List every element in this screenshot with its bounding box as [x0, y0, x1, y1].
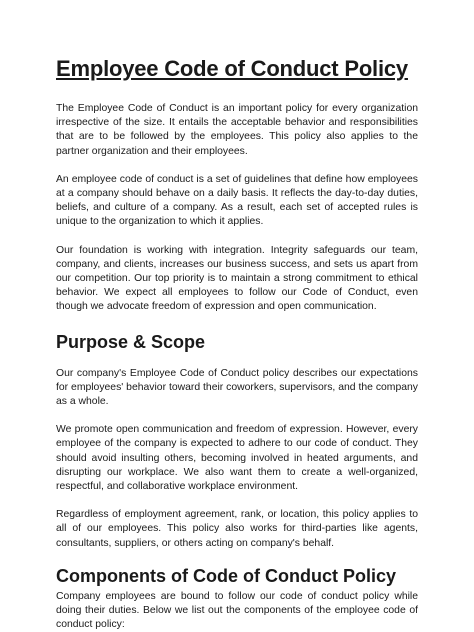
document-title: Employee Code of Conduct Policy: [56, 56, 408, 81]
intro-paragraph-1: The Employee Code of Conduct is an important policy for every organization irrespective of the size. It entails the acceptable behavior and responsibilities that are to be followed by the employees. This policy also applies to the partner organization and their employees.: [56, 103, 418, 157]
intro-paragraph-2: An employee code of conduct is a set of guidelines that define how employees at a company should behave on a daily basis. It reflects the day-to-day duties, beliefs, and culture of a company. As a result, each set of accepted rules is unique to the organization to which it applies.: [56, 173, 418, 228]
purpose-paragraph-2: We promote open communication and freedom of expression. However, every employee of the company is expected to adhere to our code of conduct. They should avoid insulting others, becoming involved in heated arguments, and disrupting our workplace. We also want them to create a well-organized, respectful, and collaborative workplace environment.: [56, 424, 418, 493]
intro-paragraph-3: Our foundation is working with integration. Integrity safeguards our team, company, and clients, increases our business success, and sets us apart from our competition. Our top priority is to maintain a strong commitment to ethical behavior. We expect all employees to follow our Code of Conduct, even though we advocate freedom of expression and open communication.: [56, 244, 418, 313]
purpose-paragraph-1: Our company's Employee Code of Conduct policy describes our expectations for employees' behavior toward their coworkers, supervisors, and the company as a whole.: [56, 367, 418, 408]
components-paragraph-1: Company employees are bound to follow our code of conduct policy while doing their duties. Below we list out the components of the employee code of conduct policy:: [56, 590, 418, 631]
section-heading-components: Components of Code of Conduct Policy: [56, 565, 396, 586]
section-heading-purpose: Purpose & Scope: [56, 331, 206, 352]
purpose-paragraph-3: Regardless of employment agreement, rank, or location, this policy applies to all of our employees. This policy also works for third-parties like agents, consultants, suppliers, or others acting on company's behalf.: [56, 509, 418, 549]
